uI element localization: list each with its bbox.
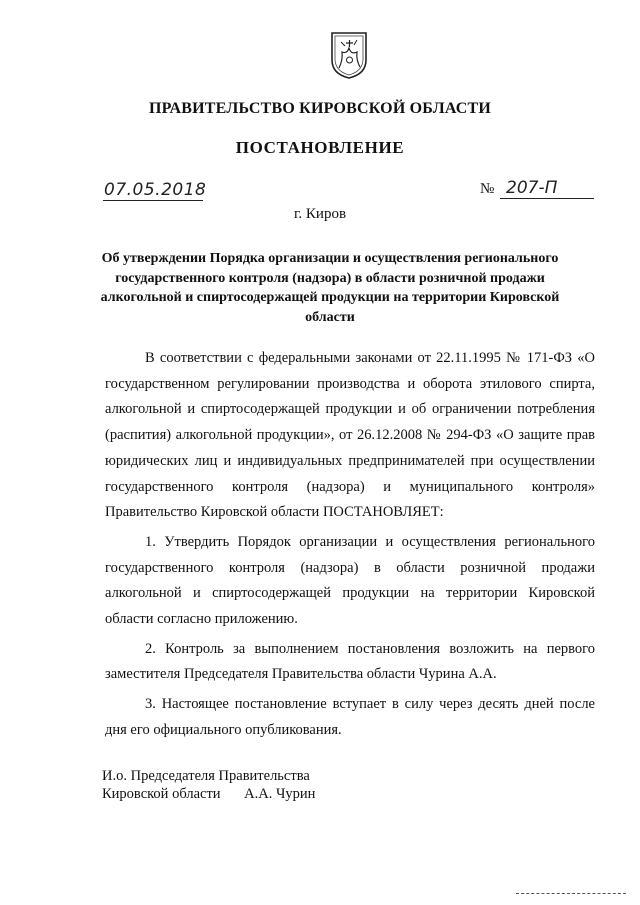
signatory-position-line2: Кировской области: [102, 786, 221, 802]
footer-divider: [516, 893, 626, 894]
date-underline: [103, 200, 203, 201]
number-sign: №: [480, 181, 495, 197]
document-subject: Об утверждении Порядка организации и осуществления регионального государственного контроля (надзора) в области розничной продажи алкогольной и спиртосодержащей продукции на территории Кировской области: [100, 251, 560, 325]
signatory-name: А.А. Чурин: [244, 786, 316, 802]
document-type: ПОСТАНОВЛЕНИЕ: [235, 138, 405, 157]
item-paragraph-2: 2. Контроль за выполнением постановления возложить на первого заместителя Председателя Правительства области Чурина А.А.: [105, 640, 595, 683]
city: г. Киров: [293, 206, 347, 222]
signatory-position-line1: И.о. Председателя Правительства: [102, 768, 310, 784]
signature-block: [102, 767, 315, 803]
government-title: ПРАВИТЕЛЬСТВО КИРОВСКОЙ ОБЛАСТИ: [148, 100, 492, 117]
kirov-coat-of-arms-icon: [329, 30, 369, 80]
document-date: 07.05.2018: [104, 180, 207, 200]
number-underline: [500, 198, 594, 199]
document-number: 207-П: [506, 178, 558, 198]
preamble-paragraph: В соответствии с федеральными законами от 22.11.1995 № 171-ФЗ «О государственном регулировании производства и оборота этилового спирта, алкогольной и спиртосодержащей продукции и об ограничении потребления (распития) алкогольной продукции», от 26.12.2008 № 294-ФЗ «О защите прав юридических лиц и индивидуальных предпринимателей при осуществлении государственного контроля (надзора) и муниципального контроля» Правительство Кировской области ПОСТАНОВЛЯЕТ:: [105, 350, 595, 521]
item-paragraph-3: 3. Настоящее постановление вступает в силу через десять дней после дня его официального опубликования.: [105, 696, 595, 738]
item-paragraph-1: 1. Утвердить Порядок организации и осуществления регионального государственного контроля (надзора) в области розничной продажи алкогольной и спиртосодержащей продукции на территории Кировской области согласно приложению.: [105, 533, 595, 628]
document-body: [105, 346, 595, 748]
